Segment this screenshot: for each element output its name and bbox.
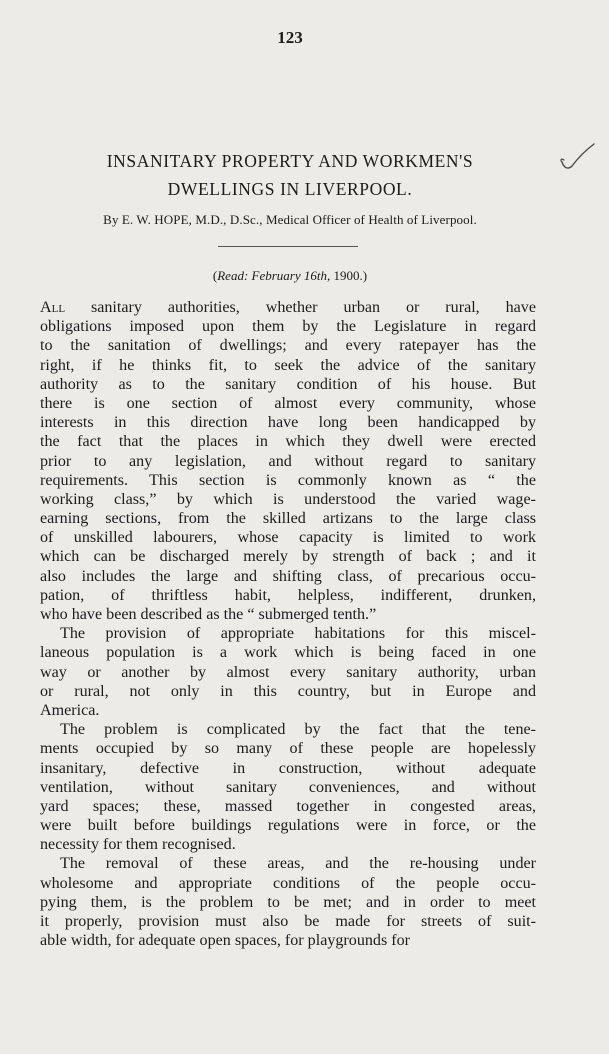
- text-line: The problem is complicated by the fact that the tene-: [60, 721, 536, 739]
- text-line: prior to any legislation, and without regard to sanitary: [40, 452, 536, 470]
- text-line: pying them, is the problem to be met; and in order to meet: [40, 893, 536, 911]
- text-line: obligations imposed upon them by the Legislature in regard: [40, 318, 536, 336]
- paragraph: [40, 624, 536, 720]
- text-line: wholesome and appropriate conditions of the people occu-: [40, 874, 536, 892]
- text-line: laneous population is a work which is being faced in one: [40, 644, 536, 662]
- text-line: of unskilled labourers, whose capacity is limited to work: [40, 529, 536, 547]
- text-line: also includes the large and shifting class, of precarious occu-: [40, 567, 536, 585]
- article-body: [40, 298, 536, 950]
- paragraph: [40, 854, 536, 950]
- title-line-2: DWELLINGS IN LIVERPOOL.: [167, 179, 413, 199]
- paragraph: [40, 720, 536, 854]
- text-line: right, if he thinks fit, to seek the advice of the sanitary: [40, 356, 536, 374]
- article-title: [0, 147, 580, 203]
- text-line: necessity for them recognised.: [40, 836, 236, 854]
- text-line: or rural, not only in this country, but in Europe and: [40, 682, 536, 700]
- text-line: able width, for adequate open spaces, for playgrounds for: [40, 932, 411, 950]
- text-line: there is one section of almost every community, whose: [40, 394, 536, 412]
- text-line: working class,” by which is understood the varied wage-: [40, 490, 536, 508]
- text-line: yard spaces; these, massed together in congested areas,: [40, 797, 536, 815]
- text-line: America.: [40, 701, 100, 719]
- text-line: All sanitary authorities, whether urban or rural, have: [40, 299, 536, 316]
- text-line: pation, of thriftless habit, helpless, indifferent, drunken,: [40, 586, 536, 604]
- paragraph: [40, 298, 536, 624]
- divider-rule: [218, 246, 358, 247]
- title-line-1: INSANITARY PROPERTY AND WORKMEN'S: [106, 151, 474, 171]
- text-line: ments occupied by so many of these people are hopelessly: [40, 740, 536, 758]
- text-line: were built before buildings regulations were in force, or the: [40, 817, 536, 835]
- text-line: which can be discharged merely by strength of back ; and it: [40, 548, 536, 566]
- text-line: requirements. This section is commonly known as “ the: [40, 471, 536, 489]
- text-line: who have been described as the “ submerged tenth.”: [40, 606, 377, 623]
- text-line: authority as to the sanitary condition of his house. But: [40, 375, 536, 393]
- read-open-paren: (: [212, 268, 218, 283]
- author-byline: By E. W. HOPE, M.D., D.Sc., Medical Officer of Health of Liverpool.: [103, 212, 477, 227]
- text-line: The provision of appropriate habitations for this miscel-: [60, 625, 536, 643]
- text-line: the fact that the places in which they dwell were erected: [40, 433, 536, 451]
- text-line: it properly, provision must also be made for streets of suit-: [40, 913, 536, 930]
- read-year: 1900.): [333, 268, 368, 283]
- text-line: earning sections, from the skilled artizans to the large class: [40, 510, 536, 528]
- read-date-line: [0, 268, 580, 284]
- text-line: The removal of these areas, and the re-housing under: [60, 855, 536, 873]
- read-date: 16th,: [303, 268, 331, 283]
- text-line: to the sanitation of dwellings; and every ratepayer has the: [40, 337, 536, 355]
- text-line: interests in this direction have long been handicapped by: [40, 414, 536, 432]
- page-number: 123: [277, 28, 303, 47]
- text-line: way or another by almost every sanitary authority, urban: [40, 663, 536, 681]
- text-line: insanitary, defective in construction, without adequate: [40, 759, 536, 777]
- read-label: Read: February: [217, 268, 301, 283]
- text-line: ventilation, without sanitary conveniences, and without: [40, 778, 536, 796]
